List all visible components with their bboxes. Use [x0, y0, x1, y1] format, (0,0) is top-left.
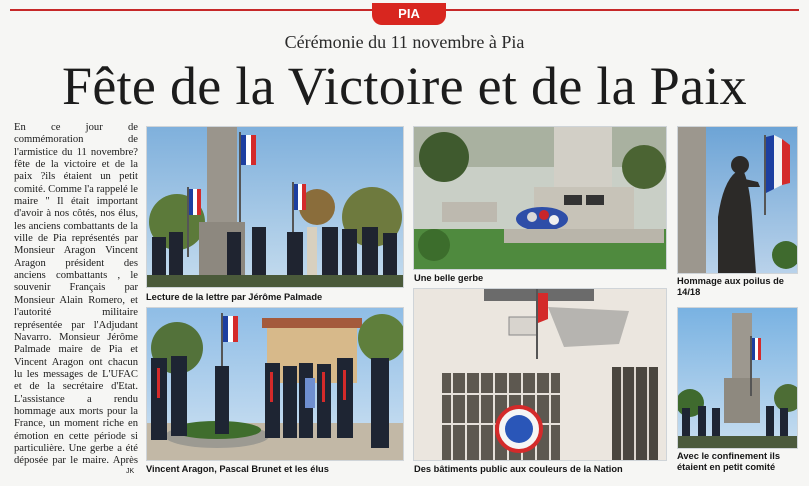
- author-signature: JK: [126, 468, 135, 475]
- photo-wreath: [413, 126, 667, 270]
- caption-photo-6: Avec le confinement ils étaient en petit comité: [677, 451, 780, 472]
- caption-photo-4: Vincent Aragon, Pascal Brunet et les élus: [146, 464, 329, 474]
- section-tab: PIA: [372, 3, 446, 25]
- caption-photo-1: Lecture de la lettre par Jérôme Palmade: [146, 292, 323, 302]
- kicker: Cérémonie du 11 novembre à Pia: [284, 32, 525, 52]
- caption-photo-5: Des bâtiments public aux couleurs de la Nation: [414, 464, 623, 474]
- caption-photo-2: Une belle gerbe: [414, 273, 484, 283]
- article-body: En ce jour de commémoration de l'armistice du 11 novembre? fête de la victoire et de la paix ?ils étaient un petit comité. Comme l'a rappelé le maire '' Il était important d'avoir à nos côtés, nos élus, les anciens combattants de la ville de Pia représentés par Monsieur Aragon Vincent Aragon président des anciens combattants , le souvenir Français par Monsieur Alain Romero, et l'autorité militaire représentée par l'Adjudant Navarro. Monsieur Jérôme Palmade maire de Pia et Vincent Aragon ont chacun lu les messages de L'UFAC et de la secrétaire d'Etat. L'assistance a rendu hommage aux morts pour la France, un moment riche en émotion en cette période si particulière. Une gerbe a été déposée par le maire. Après: [14, 122, 138, 467]
- photo-monument-reading: [146, 126, 404, 288]
- headline: Fête de la Victoire et de la Paix: [62, 56, 747, 116]
- photo-statue-flag: [677, 126, 798, 274]
- photo-small-committee: [677, 307, 798, 449]
- photo-officials: [146, 307, 404, 461]
- caption-photo-3: Hommage aux poilus de 14/18: [677, 276, 784, 297]
- photo-public-building: [413, 288, 667, 461]
